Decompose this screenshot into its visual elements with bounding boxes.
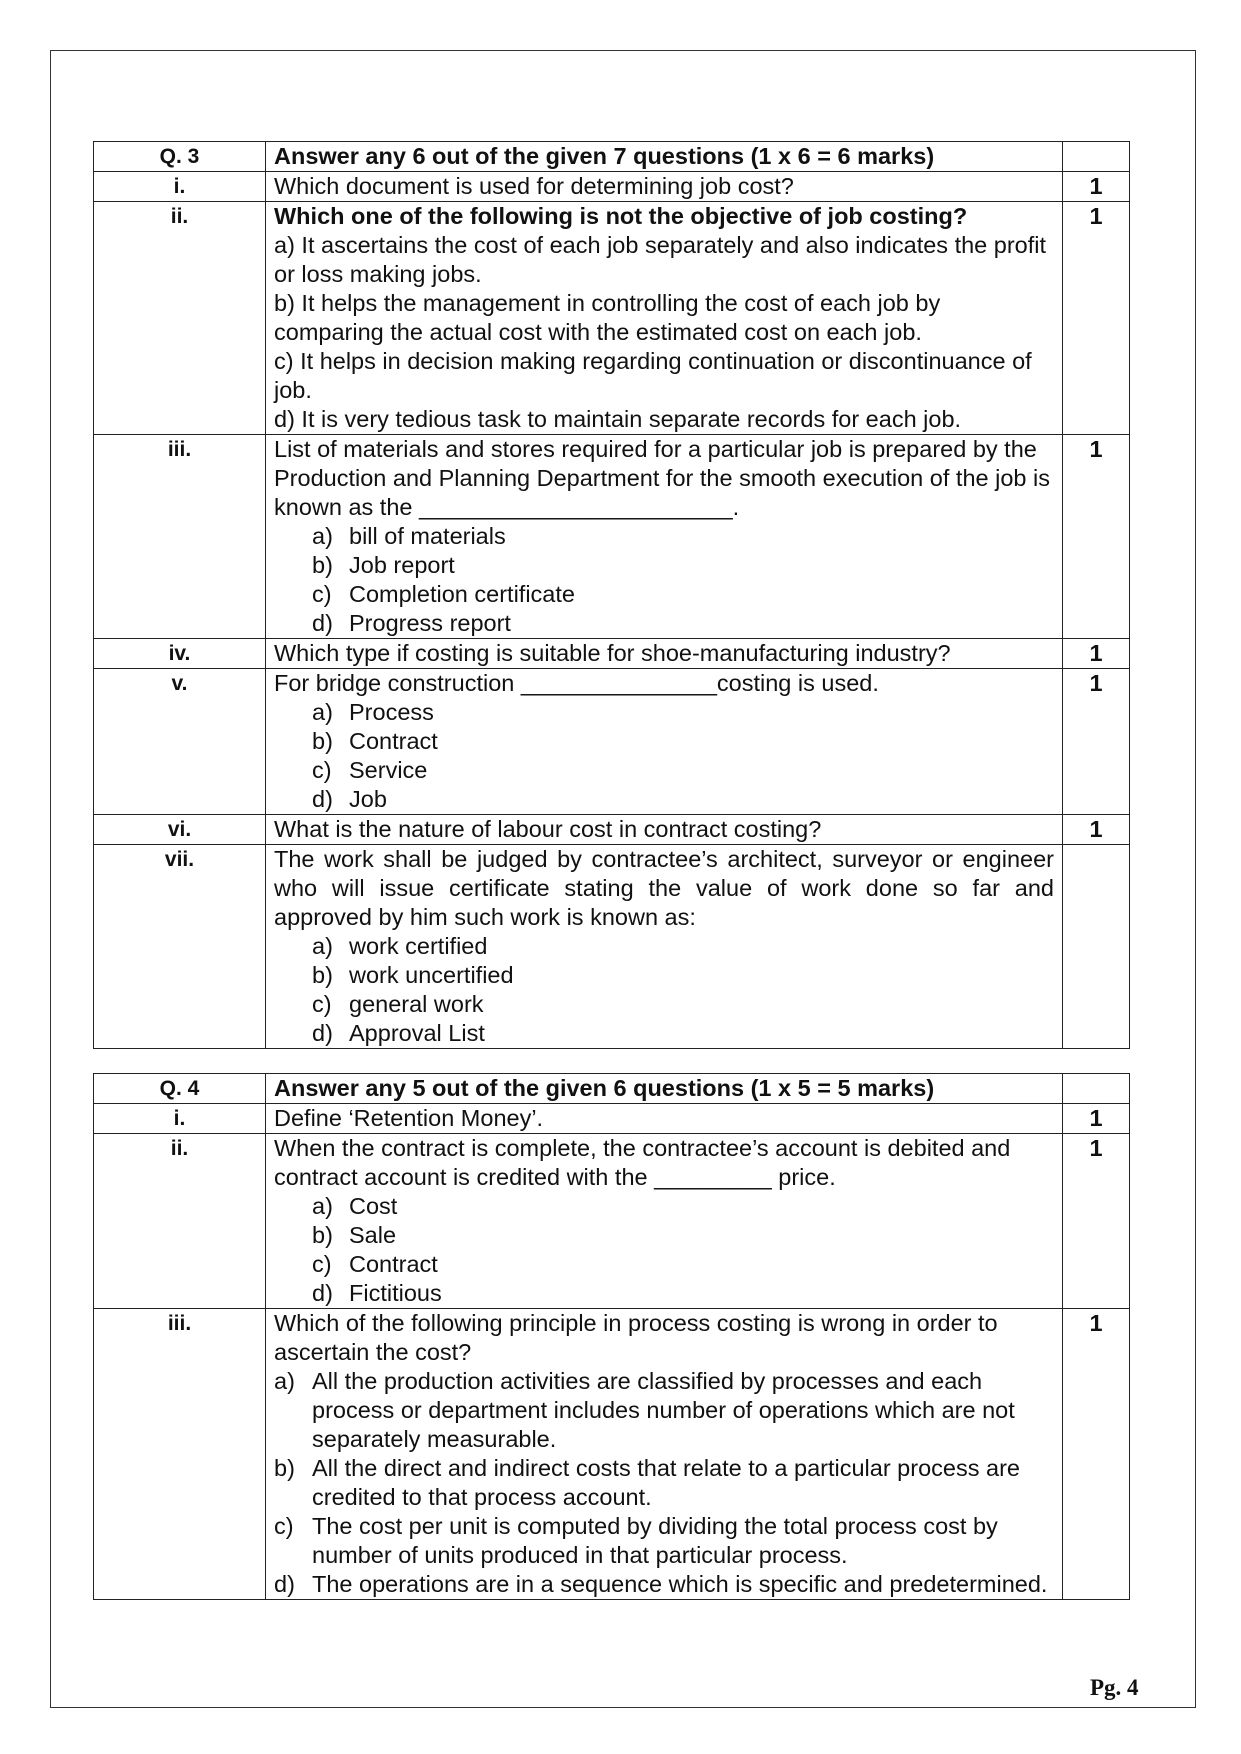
option-text: b) It helps the management in controlling the cost of each job by comparing the actual cost with the estimated cost on each job. bbox=[274, 290, 941, 345]
option-letter: c) bbox=[312, 581, 332, 607]
page-number: Pg. 4 bbox=[1090, 1675, 1139, 1700]
option-letter: a) bbox=[312, 933, 333, 959]
option-text: Contract bbox=[349, 1251, 438, 1277]
list-item bbox=[312, 522, 1054, 551]
option-letter: c) bbox=[312, 1251, 332, 1277]
option-letter: d) bbox=[312, 610, 333, 636]
marks-value: 1 bbox=[1063, 639, 1130, 669]
question-header-row bbox=[94, 142, 1130, 172]
option-letter: b) bbox=[274, 1455, 295, 1481]
list-item bbox=[312, 609, 1054, 638]
question-cell bbox=[266, 845, 1063, 1049]
table-row bbox=[94, 639, 1130, 669]
item-number: v. bbox=[94, 669, 266, 815]
question-text: What is the nature of labour cost in contract costing? bbox=[266, 815, 1063, 845]
table-row bbox=[94, 202, 1130, 435]
option-letter: d) bbox=[274, 1571, 295, 1597]
option-text: Fictitious bbox=[349, 1280, 442, 1306]
marks-value: 1 bbox=[1063, 1134, 1130, 1309]
question-number: Q. 4 bbox=[94, 1074, 266, 1104]
list-item bbox=[312, 1192, 1054, 1221]
options-list bbox=[274, 932, 1054, 1048]
option-text: d) It is very tedious task to maintain separate records for each job. bbox=[274, 406, 962, 432]
options-list bbox=[274, 1367, 1054, 1599]
option-text: Sale bbox=[349, 1222, 397, 1248]
list-item bbox=[274, 1512, 1054, 1570]
list-item bbox=[312, 1019, 1054, 1048]
table-row bbox=[94, 435, 1130, 639]
option-letter: b) bbox=[312, 962, 333, 988]
option-letter: a) bbox=[274, 1368, 295, 1394]
list-item bbox=[312, 785, 1054, 814]
option-text: a) It ascertains the cost of each job separately and also indicates the profit or loss making jobs. bbox=[274, 232, 1047, 287]
option-letter: a) bbox=[312, 1193, 333, 1219]
question-text: For bridge construction _______________costing is used. bbox=[274, 670, 879, 696]
option-letter: b) bbox=[312, 728, 333, 754]
option-text: Job bbox=[349, 786, 387, 812]
item-number: iii. bbox=[94, 1309, 266, 1600]
question-text: Which type if costing is suitable for shoe-manufacturing industry? bbox=[266, 639, 1063, 669]
question-header-row bbox=[94, 1074, 1130, 1104]
marks-value: 1 bbox=[1063, 1104, 1130, 1134]
option-text: Process bbox=[349, 699, 434, 725]
question-4-table bbox=[93, 1073, 1130, 1600]
list-item bbox=[312, 1250, 1054, 1279]
item-number: ii. bbox=[94, 202, 266, 435]
question-cell bbox=[266, 435, 1063, 639]
list-item bbox=[312, 698, 1054, 727]
list-item bbox=[312, 551, 1054, 580]
question-instruction: Answer any 6 out of the given 7 questions (1 x 6 = 6 marks) bbox=[266, 142, 1063, 172]
table-row bbox=[94, 1104, 1130, 1134]
question-instruction: Answer any 5 out of the given 6 questions (1 x 5 = 5 marks) bbox=[266, 1074, 1063, 1104]
list-item bbox=[274, 1367, 1054, 1454]
table-row bbox=[94, 669, 1130, 815]
question-text: The work shall be judged by contractee’s architect, surveyor or engineer who will issue certificate stating the value of work done so far and approved by him such work is known as: bbox=[274, 846, 1054, 930]
question-cell bbox=[266, 202, 1063, 435]
question-text: When the contract is complete, the contractee’s account is debited and contract account is credited with the _________ price. bbox=[274, 1135, 1011, 1190]
list-item bbox=[312, 727, 1054, 756]
list-item bbox=[312, 990, 1054, 1019]
table-row bbox=[94, 172, 1130, 202]
item-number: i. bbox=[94, 172, 266, 202]
options-list bbox=[274, 698, 1054, 814]
option-text: general work bbox=[349, 991, 484, 1017]
question-text: Define ‘Retention Money’. bbox=[266, 1104, 1063, 1134]
list-item bbox=[312, 756, 1054, 785]
question-text: List of materials and stores required for a particular job is prepared by the Production and Planning Department for the smooth execution of the job is known as the ________________________. bbox=[274, 436, 1050, 520]
marks-value: 1 bbox=[1063, 172, 1130, 202]
option-text: Completion certificate bbox=[349, 581, 575, 607]
list-item bbox=[312, 961, 1054, 990]
option-letter: d) bbox=[312, 786, 333, 812]
item-number: vi. bbox=[94, 815, 266, 845]
marks-value bbox=[1063, 845, 1130, 1049]
option-letter: b) bbox=[312, 1222, 333, 1248]
question-number: Q. 3 bbox=[94, 142, 266, 172]
option-text: Job report bbox=[349, 552, 455, 578]
option-text: Service bbox=[349, 757, 428, 783]
table-row bbox=[94, 815, 1130, 845]
item-number: vii. bbox=[94, 845, 266, 1049]
marks-value: 1 bbox=[1063, 435, 1130, 639]
list-item bbox=[312, 932, 1054, 961]
option-letter: d) bbox=[312, 1020, 333, 1046]
option-letter: d) bbox=[312, 1280, 333, 1306]
option-text: work uncertified bbox=[349, 962, 514, 988]
options-list bbox=[274, 1192, 1054, 1308]
table-row bbox=[94, 1134, 1130, 1309]
option-text: bill of materials bbox=[349, 523, 506, 549]
marks-value: 1 bbox=[1063, 202, 1130, 435]
question-text: Which one of the following is not the objective of job costing? bbox=[274, 203, 968, 229]
option-text: Contract bbox=[349, 728, 438, 754]
item-number: ii. bbox=[94, 1134, 266, 1309]
question-text: Which of the following principle in process costing is wrong in order to ascertain the cost? bbox=[274, 1310, 998, 1365]
question-cell bbox=[266, 669, 1063, 815]
option-text: The cost per unit is computed by dividing the total process cost by number of units produced in that particular process. bbox=[312, 1513, 998, 1568]
question-3-table bbox=[93, 141, 1130, 1049]
option-text: The operations are in a sequence which is specific and predetermined. bbox=[312, 1571, 1048, 1597]
option-letter: a) bbox=[312, 523, 333, 549]
marks-cell bbox=[1063, 142, 1130, 172]
option-letter: a) bbox=[312, 699, 333, 725]
question-cell bbox=[266, 1134, 1063, 1309]
option-text: work certified bbox=[349, 933, 488, 959]
item-number: iv. bbox=[94, 639, 266, 669]
option-text: Progress report bbox=[349, 610, 511, 636]
table-row bbox=[94, 1309, 1130, 1600]
options-list bbox=[274, 522, 1054, 638]
option-text: All the direct and indirect costs that relate to a particular process are credited to that process account. bbox=[312, 1455, 1020, 1510]
option-letter: c) bbox=[312, 991, 332, 1017]
list-item bbox=[312, 1279, 1054, 1308]
marks-value: 1 bbox=[1063, 669, 1130, 815]
option-text: Cost bbox=[349, 1193, 398, 1219]
list-item bbox=[274, 1454, 1054, 1512]
question-cell bbox=[266, 1309, 1063, 1600]
option-text: Approval List bbox=[349, 1020, 485, 1046]
marks-cell bbox=[1063, 1074, 1130, 1104]
item-number: iii. bbox=[94, 435, 266, 639]
option-letter: c) bbox=[274, 1513, 294, 1539]
option-letter: b) bbox=[312, 552, 333, 578]
list-item bbox=[274, 1570, 1054, 1599]
marks-value: 1 bbox=[1063, 815, 1130, 845]
item-number: i. bbox=[94, 1104, 266, 1134]
marks-value: 1 bbox=[1063, 1309, 1130, 1600]
list-item bbox=[312, 580, 1054, 609]
table-row bbox=[94, 845, 1130, 1049]
option-text: c) It helps in decision making regarding continuation or discontinuance of job. bbox=[274, 348, 1032, 403]
question-text: Which document is used for determining job cost? bbox=[266, 172, 1063, 202]
option-letter: c) bbox=[312, 757, 332, 783]
list-item bbox=[312, 1221, 1054, 1250]
option-text: All the production activities are classified by processes and each process or department includes number of operations which are not separately measurable. bbox=[312, 1368, 1015, 1452]
